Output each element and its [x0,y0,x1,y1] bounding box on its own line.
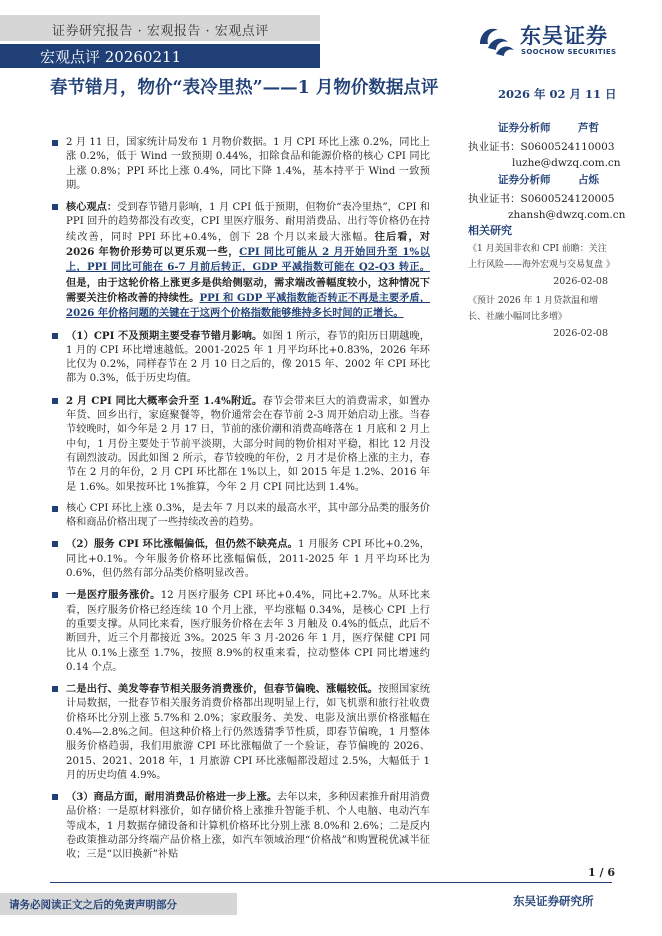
analyst-block [468,120,626,221]
paragraph [50,790,430,862]
related-item[interactable]: 《1 月美国非农和 CPI 前瞻：关注上行风险——海外宏观与交易复盘 》 [468,244,615,270]
analyst-role: 证券分析师 [498,174,551,186]
paragraph-lead: （1）CPI 不及预期主要受春节错月影响。 [66,329,263,342]
brand-name-en: SOOCHOW SECURITIES [521,48,617,56]
paragraph-lead: 一是医疗服务涨价。 [66,589,161,602]
paragraph-text: 12 月医疗服务 CPI 环比+0.4%，同比+2.7%。从环比来看，医疗服务价格已经连续 10 个月上涨，平均涨幅 0.34%，是核心 CPI 上行的重要支撑。从同比来看，医疗服务价格在去年 3 月触及 0.4%的低点，此后不断回升，近三个月都接近 3%。2025 年 3 月-2026 年 1 月，医疗保健 CPI 同比从 0.1%上涨至 1.7%，按照 8.9%的权重来看，拉动整体 CPI 同比增速约 0.14 个点。 [66,590,431,673]
soochow-logo-icon [476,20,516,60]
analyst-role: 证券分析师 [498,122,551,134]
paragraph-text: 2 月 11 日，国家统计局发布 1 月物价数据。1 月 CPI 环比上涨 0.2%，同比上涨 0.2%，低于 Wind 一致预期 0.44%，扣除食品和能源价格的核心 CPI 同比上涨 0.8%；PPI 环比上涨 0.4%，同比下降 1.4%，基本持平于 Wind 一致预期。 [66,137,430,191]
report-date: 2026 年 02 月 11 日 [498,87,617,101]
page-title: 春节错月，物价“表冷里热”——1 月物价数据点评 [50,78,439,98]
analyst-name: 芦哲 [578,122,599,134]
core-view-label: 核心观点： [66,201,118,214]
report-body [50,136,430,870]
paragraph-text: 去年以来，多种因素推升耐用消费品价格：一是原材料涨价，如存储价格上涨推升智能手机、个人电脑、电动汽车等成本，1 月数据存储设备和计算机价格环比分别上涨 8.0%和 2.6%；二是反内卷政策推动部分终端产品价格上涨，如汽车领域治理“价格战”和购置税优减半征收；三是“以旧换新”补贴 [66,792,430,861]
bullet-icon [52,333,58,339]
paragraph [50,394,430,495]
highlight-text: PPI 和 GDP 平减指数能否转正不再是主要矛盾，2026 年价格问题的关键在于这两个价格指数能够维持多长时间的正增长。 [66,291,431,320]
related-item-date: 2026-02-08 [553,276,608,287]
report-type-label: 宏观点评 20260211 [40,48,182,66]
paragraph [50,588,430,675]
paragraph-core-view [50,200,430,321]
paragraph-lead: 二是出行、美发等春节相关服务消费涨价，但春节偏晚、涨幅较低。 [66,683,379,696]
bullet-icon [52,398,58,404]
paragraph-text: 核心 CPI 环比上涨 0.3%，是去年 7 月以来的最高水平，其中部分品类的服务价格和商品价格出现了一些持续改善的趋势。 [66,502,430,529]
breadcrumb: 证券研究报告 · 宏观报告 · 宏观点评 [52,24,269,39]
bullet-icon [52,506,58,512]
bullet-icon [52,592,58,598]
analyst-email[interactable]: zhansh@dwzq.com.cn [508,209,626,221]
paragraph-lead: 2 月 CPI 同比大概率会升至 1.4%附近。 [66,394,263,407]
paragraph-text: 春节会带来巨大的消费需求，如置办年货、回乡出行，家庭聚餐等，物价通常会在春节前 2-3 周开始启动上涨。当春节较晚时，如今年是 2 月 17 日，节前的涨价潮和消费高峰落在 1 月底和 2 月上中旬，1 月份主要处于节前平淡期，大部分时间的物价相对平稳，相比 12 月没有剧烈波动。因此如图 2 所示，春节较晚的年份，2 月才是价格上涨的主力，春节在 2 月的年份，2 月 CPI 环比都在 1%以上，如 2015 年是 1.2%、2016 年是 1.6%。如果按环比 1%推算，今年 2 月 CPI 同比达到 1.4%。 [66,395,430,493]
paragraph-text: 受到春节错月影响，1 月 CPI 低于预期，但物价“表冷里热”，CPI 和 PPI 回升的趋势都没有改变，CPI 里医疗服务、耐用消费品、出行等价格仍在持续改善，同时 PPI 环比+0.4%，创下 28 个月以来最大涨幅。 [66,202,430,243]
bullet-icon [52,140,58,146]
paragraph-text: 按照国家统计局数据，一批春节相关服务消费价格都出现明显上行，如飞机票和旅行社收费价格环比分别上涨 5.7%和 2.0%；家政服务、美发、电影及演出票价格涨幅在 0.4%—2.8%之间。但这种价格上行仍然透猜季节性质，即春节偏晚，1 月整体服务价格趋弱，我们用旅游 CPI 环比涨幅做了一个验证，春节偏晚的 2026、2015、2021、2018 年，1 月旅游 CPI 环比涨幅都没超过 2.5%，大幅低于 1 月的历史均值 4.9%。 [66,684,430,781]
paragraph-text: 1 月服务 CPI 环比+0.2%，同比+0.1%。今年服务价格环比涨幅偏低，2011-2025 年 1 月平均环比为 0.6%，但仍然有部分品类价格明显改善。 [66,539,430,580]
paragraph-lead: （2）服务 CPI 环比涨幅偏低，但仍然不缺亮点。 [66,538,299,551]
paragraph [50,329,430,387]
related-item[interactable]: 《预计 2026 年 1 月贷款温和增长、社融小幅同比多增》 [468,296,599,322]
page-number: 1 / 6 [588,866,615,879]
bullet-icon [52,686,58,692]
bullet-icon [52,541,58,547]
analyst-cert: 执业证书：S0600524110003 [468,141,615,153]
paragraph-lead: （3）商品方面，耐用消费品价格进一步上涨。 [66,791,278,804]
emphasis-text: 往后看，对 2026 年物价形势可以更乐观一些， [66,230,430,259]
paragraph-text: 如图 1 所示，春节的阳历日期越晚，1 月的 CPI 环比增速越低。2001-2025 年 1 月平均环比+0.83%，2026 年环比仅为 0.2%，同样春节在 2 月 10 日之后的，像 2015 年、2002 年 CPI 环比都为 0.3%，低于历史均值。 [66,330,430,385]
institute-name: 东吴证券研究所 [513,894,594,908]
bullet-icon [52,204,58,210]
analyst-cert: 执业证书：S0600524120005 [468,193,615,205]
highlight-text: CPI 同比可能从 2 月开始回升至 1%以上，PPI 同比可能在 6-7 月前后转正，GDP 平减指数可能在 Q2-Q3 转正。 [66,246,430,274]
related-research [468,222,614,339]
bullet-icon [52,794,58,800]
emphasis-text: 但是，由于这轮价格上涨更多是供给侧驱动，需求端改善幅度较小，这种情况下需要关注价格改善的持续性。 [66,276,430,304]
paragraph [50,136,430,193]
paragraph [50,682,430,783]
related-item-date: 2026-02-08 [553,328,608,339]
paragraph [50,502,430,531]
paragraph [50,537,430,581]
brand-name: 东吴证券 [520,24,608,48]
disclaimer-link[interactable]: 请务必阅读正文之后的免责声明部分 [9,899,177,911]
footer-divider [50,882,612,883]
analyst-name: 占烁 [578,174,599,186]
analyst-email[interactable]: luzhe@dwzq.com.cn [512,157,621,169]
related-research-title: 相关研究 [468,224,512,237]
